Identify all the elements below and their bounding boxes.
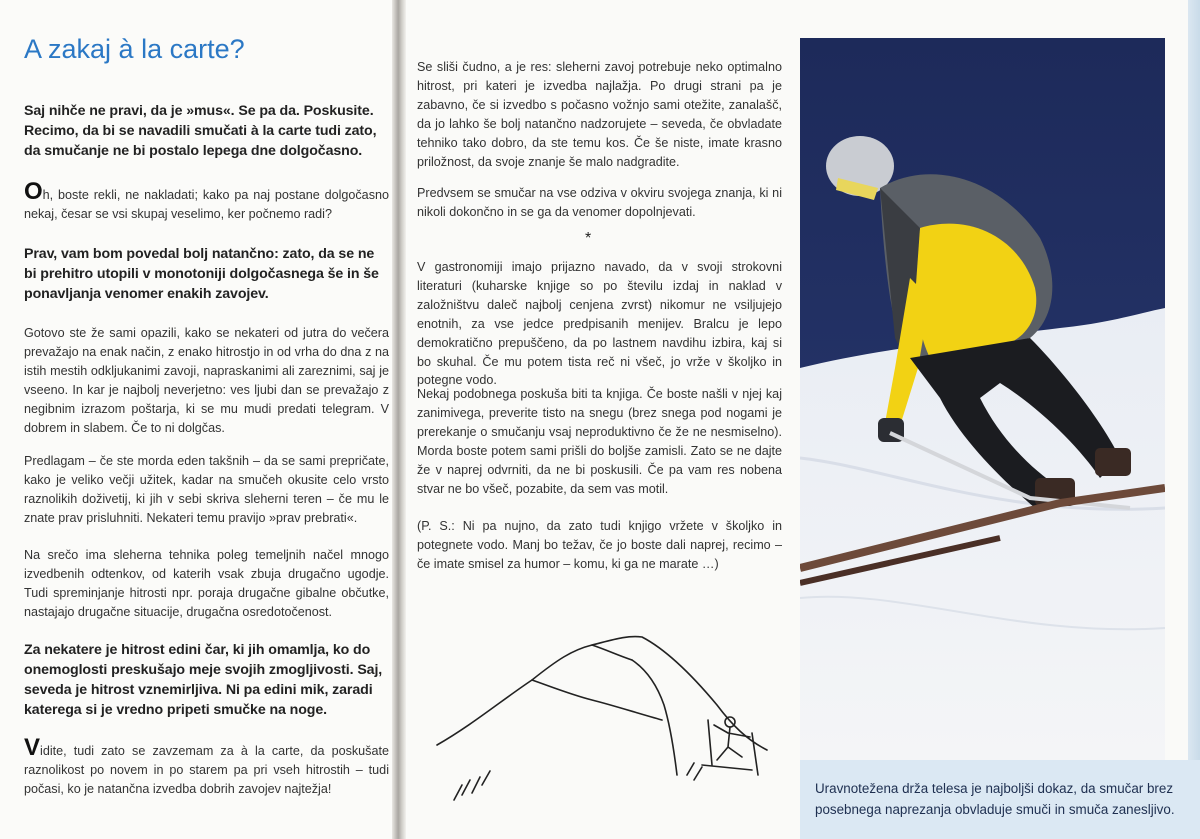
skier-photo <box>800 38 1165 760</box>
paragraph-ps: (P. S.: Ni pa nujno, da zato tudi knjigo vržete v školjko in potegnete vodo. Manj bo težav, če jo boste dali naprej, recimo – če imate smisel za humor – komu, ki ga ne marate …) <box>417 519 782 571</box>
lead-paragraph-2: Prav, vam bom povedal bolj natančno: zato, da se ne bi prehitro utopili v monotoniji dolgočasnega še in še ponavljanja venomer enakih zavojev. <box>24 246 379 302</box>
mountain-skier-sketch <box>432 625 787 810</box>
skier-photo-art <box>800 38 1165 760</box>
skier-body <box>714 725 750 760</box>
section-separator: * <box>585 230 592 247</box>
ski-tracks <box>454 771 490 800</box>
paragraph-nekaj-podobnega: Nekaj podobnega poskuša biti ta knjiga. Če boste našli v njej kaj zanimivega, preverite tisto na snegu (brez snega pod nogami je prerekanje o smučanju vsaj neproduktivno če že ne nesmiselno). Morda boste potem sami prišli do boljše zamisli. Zato se ne dajte že v naprej odvrniti, da ne bi poskusili. Če pa vam res nobena stvar ne bo všeč, pozabite, da sem vas motil. <box>417 387 782 496</box>
page-edge <box>1188 0 1200 839</box>
drop-cap-o: O <box>24 178 43 205</box>
paragraph-vidite <box>24 734 389 799</box>
paragraph-predvsem: Predvsem se smučar na vse odziva v okviru svojega znanja, ki ni nikoli dokončno in se ga da venomer dopolnjevati. <box>417 186 782 219</box>
paragraph-vidite-text: idite, tudi zato se zavzemam za à la carte, da poskušate raznolikost po novem in po starem pa pri vseh hitrostih – tudi počasi, ko je natančna izvedba dobrih zavojev najtežja! <box>24 744 389 796</box>
mountain-left-ridge <box>437 645 632 745</box>
photo-caption: Uravnotežena drža telesa je najboljši dokaz, da smučar brez posebnega naprezanja obvladuje smuči in smuča zanesljivo. <box>815 781 1175 817</box>
paragraph-oh-text: h, boste rekli, ne nakladati; kako pa naj postane dolgočasno nekaj, česar se vsi skupaj veselimo, ker počnemo radi? <box>24 188 389 221</box>
drop-cap-v: V <box>24 734 41 761</box>
page-title: A zakaj à la carte? <box>24 34 245 64</box>
paragraph-predlagam: Predlagam – če ste morda eden takšnih – da se sami prepričate, kako je veliko večji užitek, kadar na smučeh okusite celo vrsto raznolikih doživetij, ki jih v sebi skriva sleherni teren – če mu le znate prav prisluhniti. Nekateri temu pravijo »prav prebrati«. <box>24 454 389 525</box>
paragraph-gastronomija: V gastronomiji imajo prijazno navado, da v svoji strokovni literaturi (kuharske knjige so po številu izdaj in naklad v založništvu daleč najbolj cenjena zvrst) nikomur ne vsiljujejo enotnih, za vse jedce predpisanih menijev. Bralcu je lepo demokratično prepuščeno, da po lastnem navdihu izbira, kaj si bo skuhal. Če mu potem tista reč ni všeč, jo vrže v školjko in potegne vodo. <box>417 260 782 388</box>
paragraph-gotovo: Gotovo ste že sami opazili, kako se nekateri od jutra do večera prevažajo na enak način, z enako hitrostjo in od vrha do dna z na istih mestih odkljukanimi zavoji, napraskanimi ali zareznimi, saj je vseeno. In kar je najbolj neverjetno: ves ljubi dan se prevažajo z negibnim izrazom poštarja, ki se mu mudi predati telegram. V dobrem in slabem. Če to ni dolgčas. <box>24 326 389 435</box>
paragraph-na-sreco: Na srečo ima sleherna tehnika poleg temeljnih načel mnogo izvedbenih odtenkov, od katerih vsak zbuja drugačno ugodje. Tudi spreminjanje hitrosti npr. poraja drugačne gibalne občutke, nastajajo drugačne situacije, drugačna osredotočenost. <box>24 548 389 619</box>
lead-paragraph-1: Saj nihče ne pravi, da je »mus«. Se pa da. Poskusite. Recimo, da bi se navadili smučati à la carte tudi zato, da smučanje ne bi postalo lepega dne dolgočasno. <box>24 103 377 159</box>
ski-tracks-right <box>687 763 702 780</box>
skis <box>702 765 752 770</box>
mountain-right-ridge <box>592 637 767 750</box>
lead-paragraph-3: Za nekatere je hitrost edini čar, ki jih omamlja, ko do onemoglosti preskušajo meje svojih zmogljivosti. Saj, seveda je hitrost vznemirljiva. Ni pa edini mik, zaradi katerega si je vredno pripeti smučke na noge. <box>24 642 383 718</box>
mountain-middle-slope <box>532 680 662 720</box>
book-gutter <box>392 0 406 839</box>
paragraph-se-slisi: Se sliši čudno, a je res: sleherni zavoj potrebuje neko optimalno hitrost, pri kateri je izvedba najlažja. Po drugi strani pa je zabavno, če si izvedbo s počasno vožnjo sami otežite, zanalašč, da jo lahko še bolj natančno nadzorujete – seveda, če obvladate tehniko tako dobro, da ste temu kos. Če še niste, imate krasno priložnost, da svoje znanje še malo nadgradite. <box>417 60 782 169</box>
skier-head <box>725 717 735 727</box>
paragraph-oh <box>24 178 389 224</box>
